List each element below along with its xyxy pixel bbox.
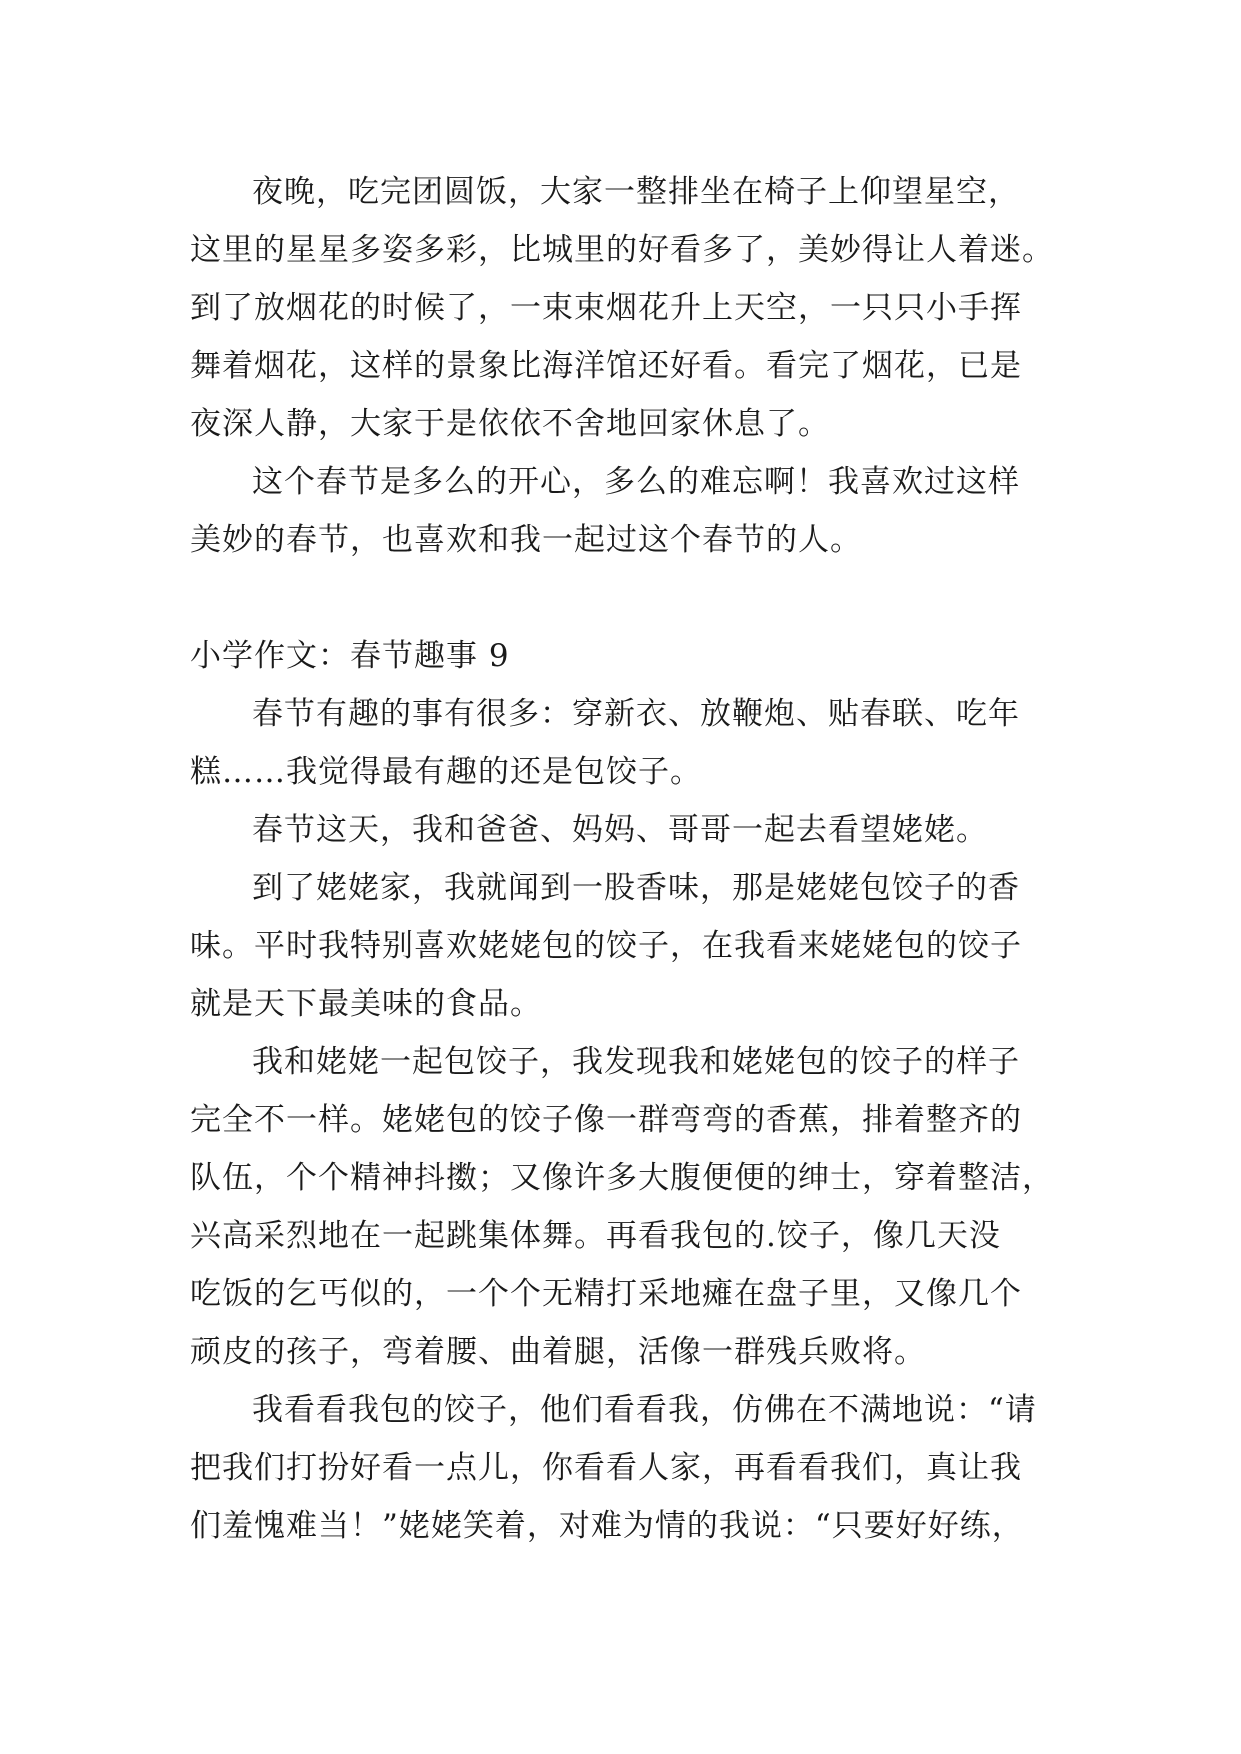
paragraph bbox=[190, 453, 1060, 569]
text-line: 把我们打扮好看一点儿，你看看人家，再看看我们，真让我 bbox=[190, 1450, 1022, 1486]
text-line: 夜晚，吃完团圆饭，大家一整排坐在椅子上仰望星空， bbox=[252, 174, 1020, 210]
text-line: 舞着烟花，这样的景象比海洋馆还好看。看完了烟花，已是 bbox=[190, 348, 1022, 384]
text-line: 完全不一样。姥姥包的饺子像一群弯弯的香蕉，排着整齐的 bbox=[190, 1102, 1022, 1138]
section-title: 小学作文：春节趣事 9 bbox=[190, 638, 510, 674]
paragraph bbox=[190, 1381, 1060, 1555]
text-line: 这个春节是多么的开心，多么的难忘啊！我喜欢过这样 bbox=[252, 464, 1020, 500]
text-line: 味。平时我特别喜欢姥姥包的饺子，在我看来姥姥包的饺子 bbox=[190, 928, 1022, 964]
text-line: 顽皮的孩子，弯着腰、曲着腿，活像一群残兵败将。 bbox=[190, 1334, 926, 1370]
text-line: 我看看我包的饺子，他们看看我，仿佛在不满地说：“请 bbox=[252, 1392, 1037, 1428]
text-line: 春节有趣的事有很多：穿新衣、放鞭炮、贴春联、吃年 bbox=[252, 696, 1020, 732]
text-line: 们羞愧难当！”姥姥笑着，对难为情的我说：“只要好好练， bbox=[190, 1508, 1024, 1544]
text-line: 这里的星星多姿多彩，比城里的好看多了，美妙得让人着迷。 bbox=[190, 232, 1054, 268]
text-line: 糕……我觉得最有趣的还是包饺子。 bbox=[190, 754, 702, 790]
text-line: 春节这天，我和爸爸、妈妈、哥哥一起去看望姥姥。 bbox=[252, 812, 988, 848]
text-line: 到了姥姥家，我就闻到一股香味，那是姥姥包饺子的香 bbox=[252, 870, 1020, 906]
text-line: 兴高采烈地在一起跳集体舞。再看我包的.饺子，像几天没 bbox=[190, 1218, 1001, 1254]
paragraph bbox=[190, 163, 1060, 453]
text-line: 到了放烟花的时候了，一束束烟花升上天空，一只只小手挥 bbox=[190, 290, 1022, 326]
text-line: 夜深人静，大家于是依依不舍地回家休息了。 bbox=[190, 406, 830, 442]
text-line: 我和姥姥一起包饺子，我发现我和姥姥包的饺子的样子 bbox=[252, 1044, 1020, 1080]
text-line: 吃饭的乞丐似的，一个个无精打采地瘫在盘子里，又像几个 bbox=[190, 1276, 1022, 1312]
text-line: 就是天下最美味的食品。 bbox=[190, 986, 542, 1022]
paragraph bbox=[190, 1033, 1060, 1381]
paragraph bbox=[190, 685, 1060, 801]
text-line: 美妙的春节，也喜欢和我一起过这个春节的人。 bbox=[190, 522, 862, 558]
paragraph bbox=[190, 801, 1060, 859]
text-line: 队伍，个个精神抖擞；又像许多大腹便便的绅士，穿着整洁， bbox=[190, 1160, 1054, 1196]
section-gap bbox=[190, 569, 1060, 627]
paragraph bbox=[190, 859, 1060, 1033]
document-body bbox=[190, 163, 1060, 1555]
